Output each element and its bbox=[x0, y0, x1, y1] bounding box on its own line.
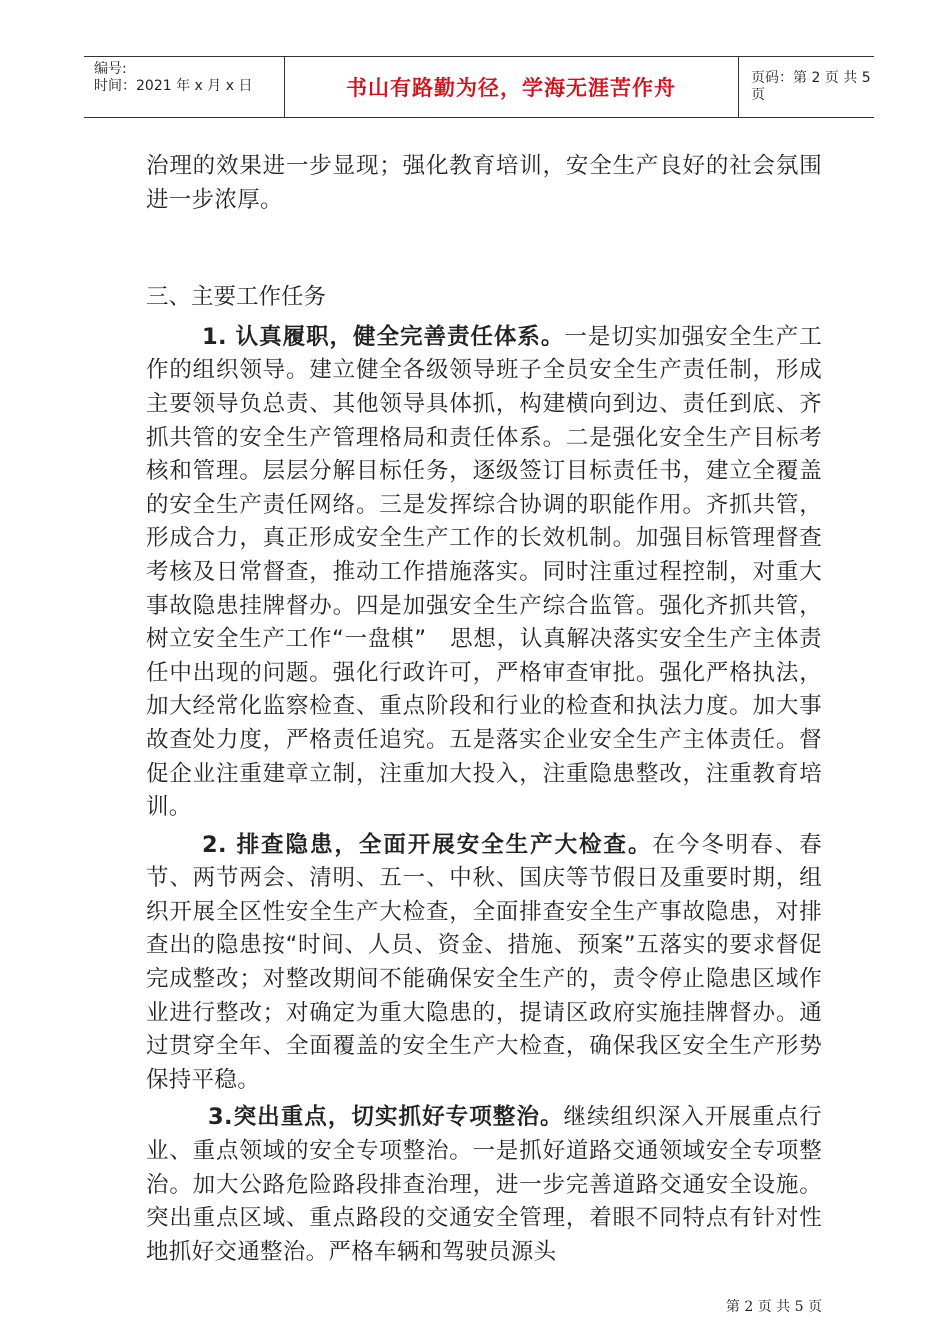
paragraph-continuation: 治理的效果进一步显现；强化教育培训，安全生产良好的社会氛围进一步浓厚。 bbox=[146, 153, 822, 213]
header-motto: 书山有路勤为径，学海无涯苦作舟 bbox=[346, 76, 676, 100]
document-body bbox=[146, 150, 822, 1269]
paragraph-item-1 bbox=[146, 321, 822, 825]
item-3-text: 继续组织深入开展重点行业、重点领域的安全专项整治。一是抓好道路交通领域安全专项整治。加大公路危险路段排查治理，进一步完善道路交通安全设施。突出重点区域、重点路段的交通安全管理，着眼不同特点有针对性地抓好交通整治。严格车辆和驾驶员源头 bbox=[146, 1104, 822, 1265]
section-title: 三、主要工作任务 bbox=[146, 284, 327, 311]
item-1-text: 一是切实加强安全生产工作的组织领导。建立健全各级领导班子全员安全生产责任制，形成主要领导负总责、其他领导具体抓，构建横向到边、责任到底、齐抓共管的安全生产管理格局和责任体系。二是强化安全生产目标考核和管理。层层分解目标任务，逐级签订目标责任书，建立全覆盖的安全生产责任网络。三是发挥综合协调的职能作用。齐抓共管，形成合力，真正形成安全生产工作的长效机制。加强目标管理督查考核及日常督查，推动工作措施落实。同时注重过程控制，对重大事故隐患挂牌督办。四是加强安全生产综合监管。强化齐抓共管，树立安全生产工作“一盘棋” 思想，认真解决落实安全生产主体责任中出现的问题。强化行政许可，严格审查审批。强化严格执法，加大经常化监察检查、重点阶段和行业的检查和执法力度。加大事故查处力度，严格责任追究。五是落实企业安全生产主体责任。督促企业注重建章立制，注重加大投入，注重隐患整改，注重教育培训。 bbox=[146, 323, 822, 821]
header-motto-cell bbox=[284, 57, 739, 117]
page-footer: 第 2 页 共 5 页 bbox=[725, 1299, 822, 1315]
paragraph-item-2 bbox=[146, 829, 822, 1098]
item-2-title: 2. 排查隐患，全面开展安全生产大检查。 bbox=[202, 831, 653, 858]
paragraph-item-3 bbox=[146, 1101, 822, 1269]
item-2-text: 在今冬明春、春节、两节两会、清明、五一、中秋、国庆等节假日及重要时期，组织开展全区性安全生产大检查，全面排查安全生产事故隐患，对排查出的隐患按“时间、人员、资金、措施、预案”五落实的要求督促完成整改；对整改期间不能确保安全生产的，责令停止隐患区域作业进行整改；对确定为重大隐患的，提请区政府实施挂牌督办。通过贯穿全年、全面覆盖的安全生产大检查，确保我区安全生产形势保持平稳。 bbox=[146, 831, 822, 1093]
header-left-cell bbox=[84, 57, 285, 117]
header-page-cell bbox=[739, 57, 874, 117]
document-time-label: 时间：2021 年 x 月 x 日 bbox=[94, 78, 253, 94]
document-number-label: 编号: bbox=[94, 61, 127, 77]
page-header bbox=[84, 56, 874, 118]
item-3-title: 3.突出重点，切实抓好专项整治。 bbox=[208, 1104, 564, 1131]
header-page-label: 页码：第 2 页 共 5 页 bbox=[751, 70, 871, 103]
item-1-title: 1. 认真履职，健全完善责任体系。 bbox=[202, 323, 565, 350]
